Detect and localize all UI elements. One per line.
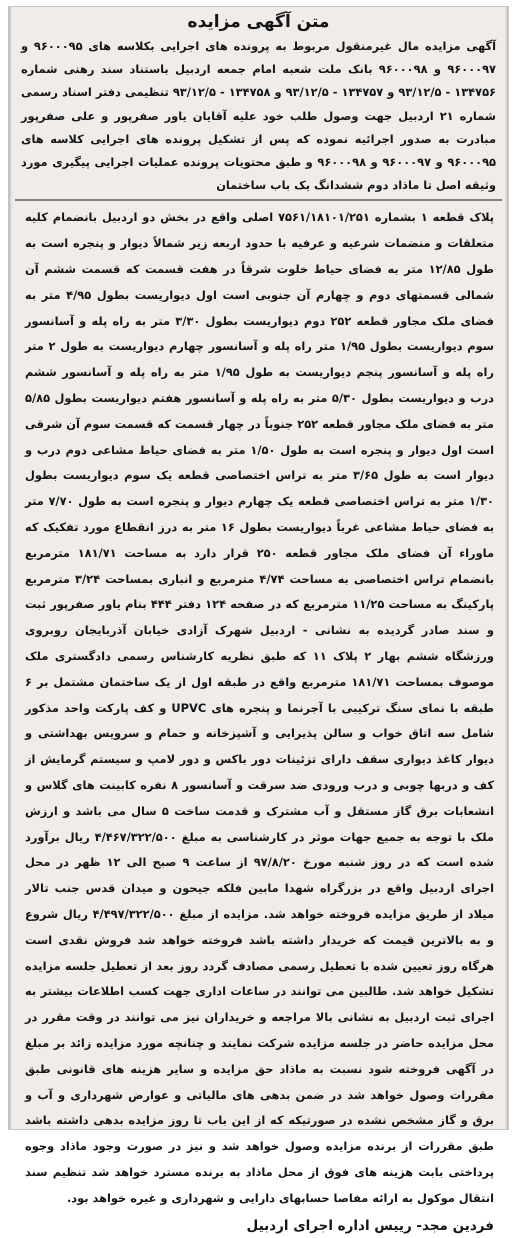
notice-signature: فردین مجد- رییس اداره اجرای اردبیل — [246, 1217, 494, 1234]
scan-edge-left — [9, 7, 12, 1129]
notice-body: پلاک قطعه ۱ بشماره ۷۵۶۱/۱۸۱۰۱/۲۵۱ اصلی واقع در بخش دو اردبیل بانضمام کلیه متعلقات و منضمات شرعیه و عرفیه با حدود اربعه زیر شمالاً دیوار و پنجره است به طول ۱۲/۸۵ متر به فضای حیاط خلوت شرقاً در هفت قسمت که قسمت ششم آن شمالی قسمتهای دوم و چهارم آن جنوبی است اول دیواریست بطول ۴/۹۵ متر به فضای ملک مجاور قطعه ۲۵۲ دوم دیواریست بطول ۳/۳۰ متر به راه پله و آسانسور سوم دیواریست بطول ۱/۹۵ متر راه پله و آسانسور چهارم دیواریست به طول ۲ متر راه پله و آسانسور پنجم دیواریست به طول ۱/۹۵ متر به راه پله و آسانسور ششم درب و دیواریست بطول ۵/۳۰ متر به راه پله و آسانسور هفتم دیواریست بطول ۵/۸۵ متر به فضای ملک مجاور قطعه ۲۵۲ جنوباً در چهار قسمت که قسمت سوم آن شرقی است اول دیوار و پنجره است به طول ۱/۵۰ متر به فضای حیاط مشاعی دوم درب و دیوار است به طول ۳/۶۵ متر به تراس اختصاصی قطعه یک سوم دیواریست بطول ۱/۳۰ متر به تراس اختصاصی قطعه یک چهارم دیوار و پنجره است به طول ۷/۷۰ متر به فضای حیاط مشاعی غرباً دیواریست بطول ۱۶ متر به درز انقطاع مورد تفکیک که ماوراء آن فضای ملک مجاور قطعه ۲۵۰ قرار دارد به مساحت ۱۸۱/۷۱ مترمربع بانضمام تراس اختصاصی به مساحت ۴/۷۴ مترمربع و انباری بمساحت ۳/۲۴ مترمربع پارکینگ به مساحت ۱۱/۲۵ مترمربع که در صفحه ۱۲۴ دفتر ۴۴۴ بنام یاور صفرپور ثبت و سند صادر گردیده به نشانی - اردبیل شهرک آزادی خیابان آذربایجان روبروی ورزشگاه ششم بهار ۲ پلاک ۱۱ که طبق نظریه کارشناس رسمی دادگستری ملک موصوف بمساحت ۱۸۱/۷۱ مترمربع واقع در طبقه اول از یک ساختمان مشتمل بر ۶ طبقه با نمای سنگ ترکیبی با آجرنما و پنجره های UPVC و کف پارکت واحد مذکور شامل سه اتاق خواب و سالن پذیرایی و آشپزخانه و حمام و سرویس بهداشتی و دیوار کاغذ دیواری سقف دارای تزئینات دور باکس و دور لامپ و سیستم گرمایش از کف و دربها چوبی و درب ورودی ضد سرقت و آسانسور ۸ نفره کابینت های گلاس و انشعابات برق گاز مستقل و آب مشترک و قدمت ساخت ۵ سال می باشد و ارزش ملک با توجه به جمیع جهات موثر در کارشناسی به مبلغ ۴/۴۶۷/۳۲۲/۵۰۰ ریال برآورد شده است که در روز شنبه مورخ ۹۷/۸/۲۰ از ساعت ۹ صبح الی ۱۲ ظهر در محل اجرای اردبیل واقع در بزرگراه شهدا مابین فلکه جیحون و میدان قدس جنب تالار میلاد از طریق مزایده فروخته خواهد شد. مزایده از مبلغ ۴/۴۹۷/۳۲۲/۵۰۰ ریال شروع و به بالاترین قیمت که خریدار داشته باشد فروخته خواهد شد فروش نقدی است هرگاه روز تعیین شده با تعطیل رسمی مصادف گردد روز بعد از تعطیل جلسه مزایده تشکیل خواهد شد. طالبین می توانند در ساعات اداری جهت کسب اطلاعات بیشتر به اجرای ثبت اردبیل به نشانی بالا مراجعه و خریداران نیز می توانند در وقت مقرر در محل مزایده حاضر در جلسه مزایده شرکت نمایند و چنانچه مورد مزایده زائد بر مبلغ در آگهی فروخته شود نسبت به ماذاد حق مزایده و سایر هزینه های قانونی طبق مقررات وصول خواهد شد در ضمن بدهی های مالیاتی و عوارض شهرداری و آب و برق و گاز مشخص نشده در صورتیکه که از این باب تا روز مزایده بدهی داشته باشد طبق مقررات از برنده مزایده وصول خواهد شد و نیز در صورت وجود ماذاد وجوه پرداختی بابت هزینه های فوق از محل ماذاد به برنده مسترد خواهد شد تنظیم سند انتقال موکول به ارائه مفاصا حسابهای دارایی و شهرداری و غیره خواهد بود. — [25, 210, 495, 1205]
scan-edge-right — [505, 7, 508, 1129]
auction-notice — [8, 6, 509, 1234]
notice-title: متن آگهی مزایده — [187, 12, 330, 32]
notice-intro: آگهی مزایده مال غیرمنقول مربوط به پرونده های اجرایی بکلاسه های ۹۶۰۰۰۹۵ و ۹۶۰۰۰۹۷ و ۹۶۰۰۰۹۸ بانک ملت شعبه امام جمعه اردبیل باستناد سند رهنی شماره ۱۳۴۷۵۶ - ۹۳/۱۲/۵ و ۱۳۴۷۵۷ - ۹۳/۱۲/۵ و ۱۳۴۷۵۸ - ۹۳/۱۲/۵ تنظیمی دفتر اسناد رسمی شماره ۲۱ اردبیل جهت وصول طلب خود علیه آقایان یاور صفرپور و علی صفرپور مبادرت به صدور اجرائیه نموده که پس از تشکیل پرونده های اجرایی کلاسه های ۹۶۰۰۰۹۵ و ۹۶۰۰۰۹۷ و ۹۶۰۰۰۹۸ و طبق محتویات پرونده عملیات اجرایی پیگیری مورد وثیقه اصل تا ماذاد دوم ششدانگ یک باب ساختمان — [21, 39, 497, 193]
section-divider — [15, 199, 502, 201]
